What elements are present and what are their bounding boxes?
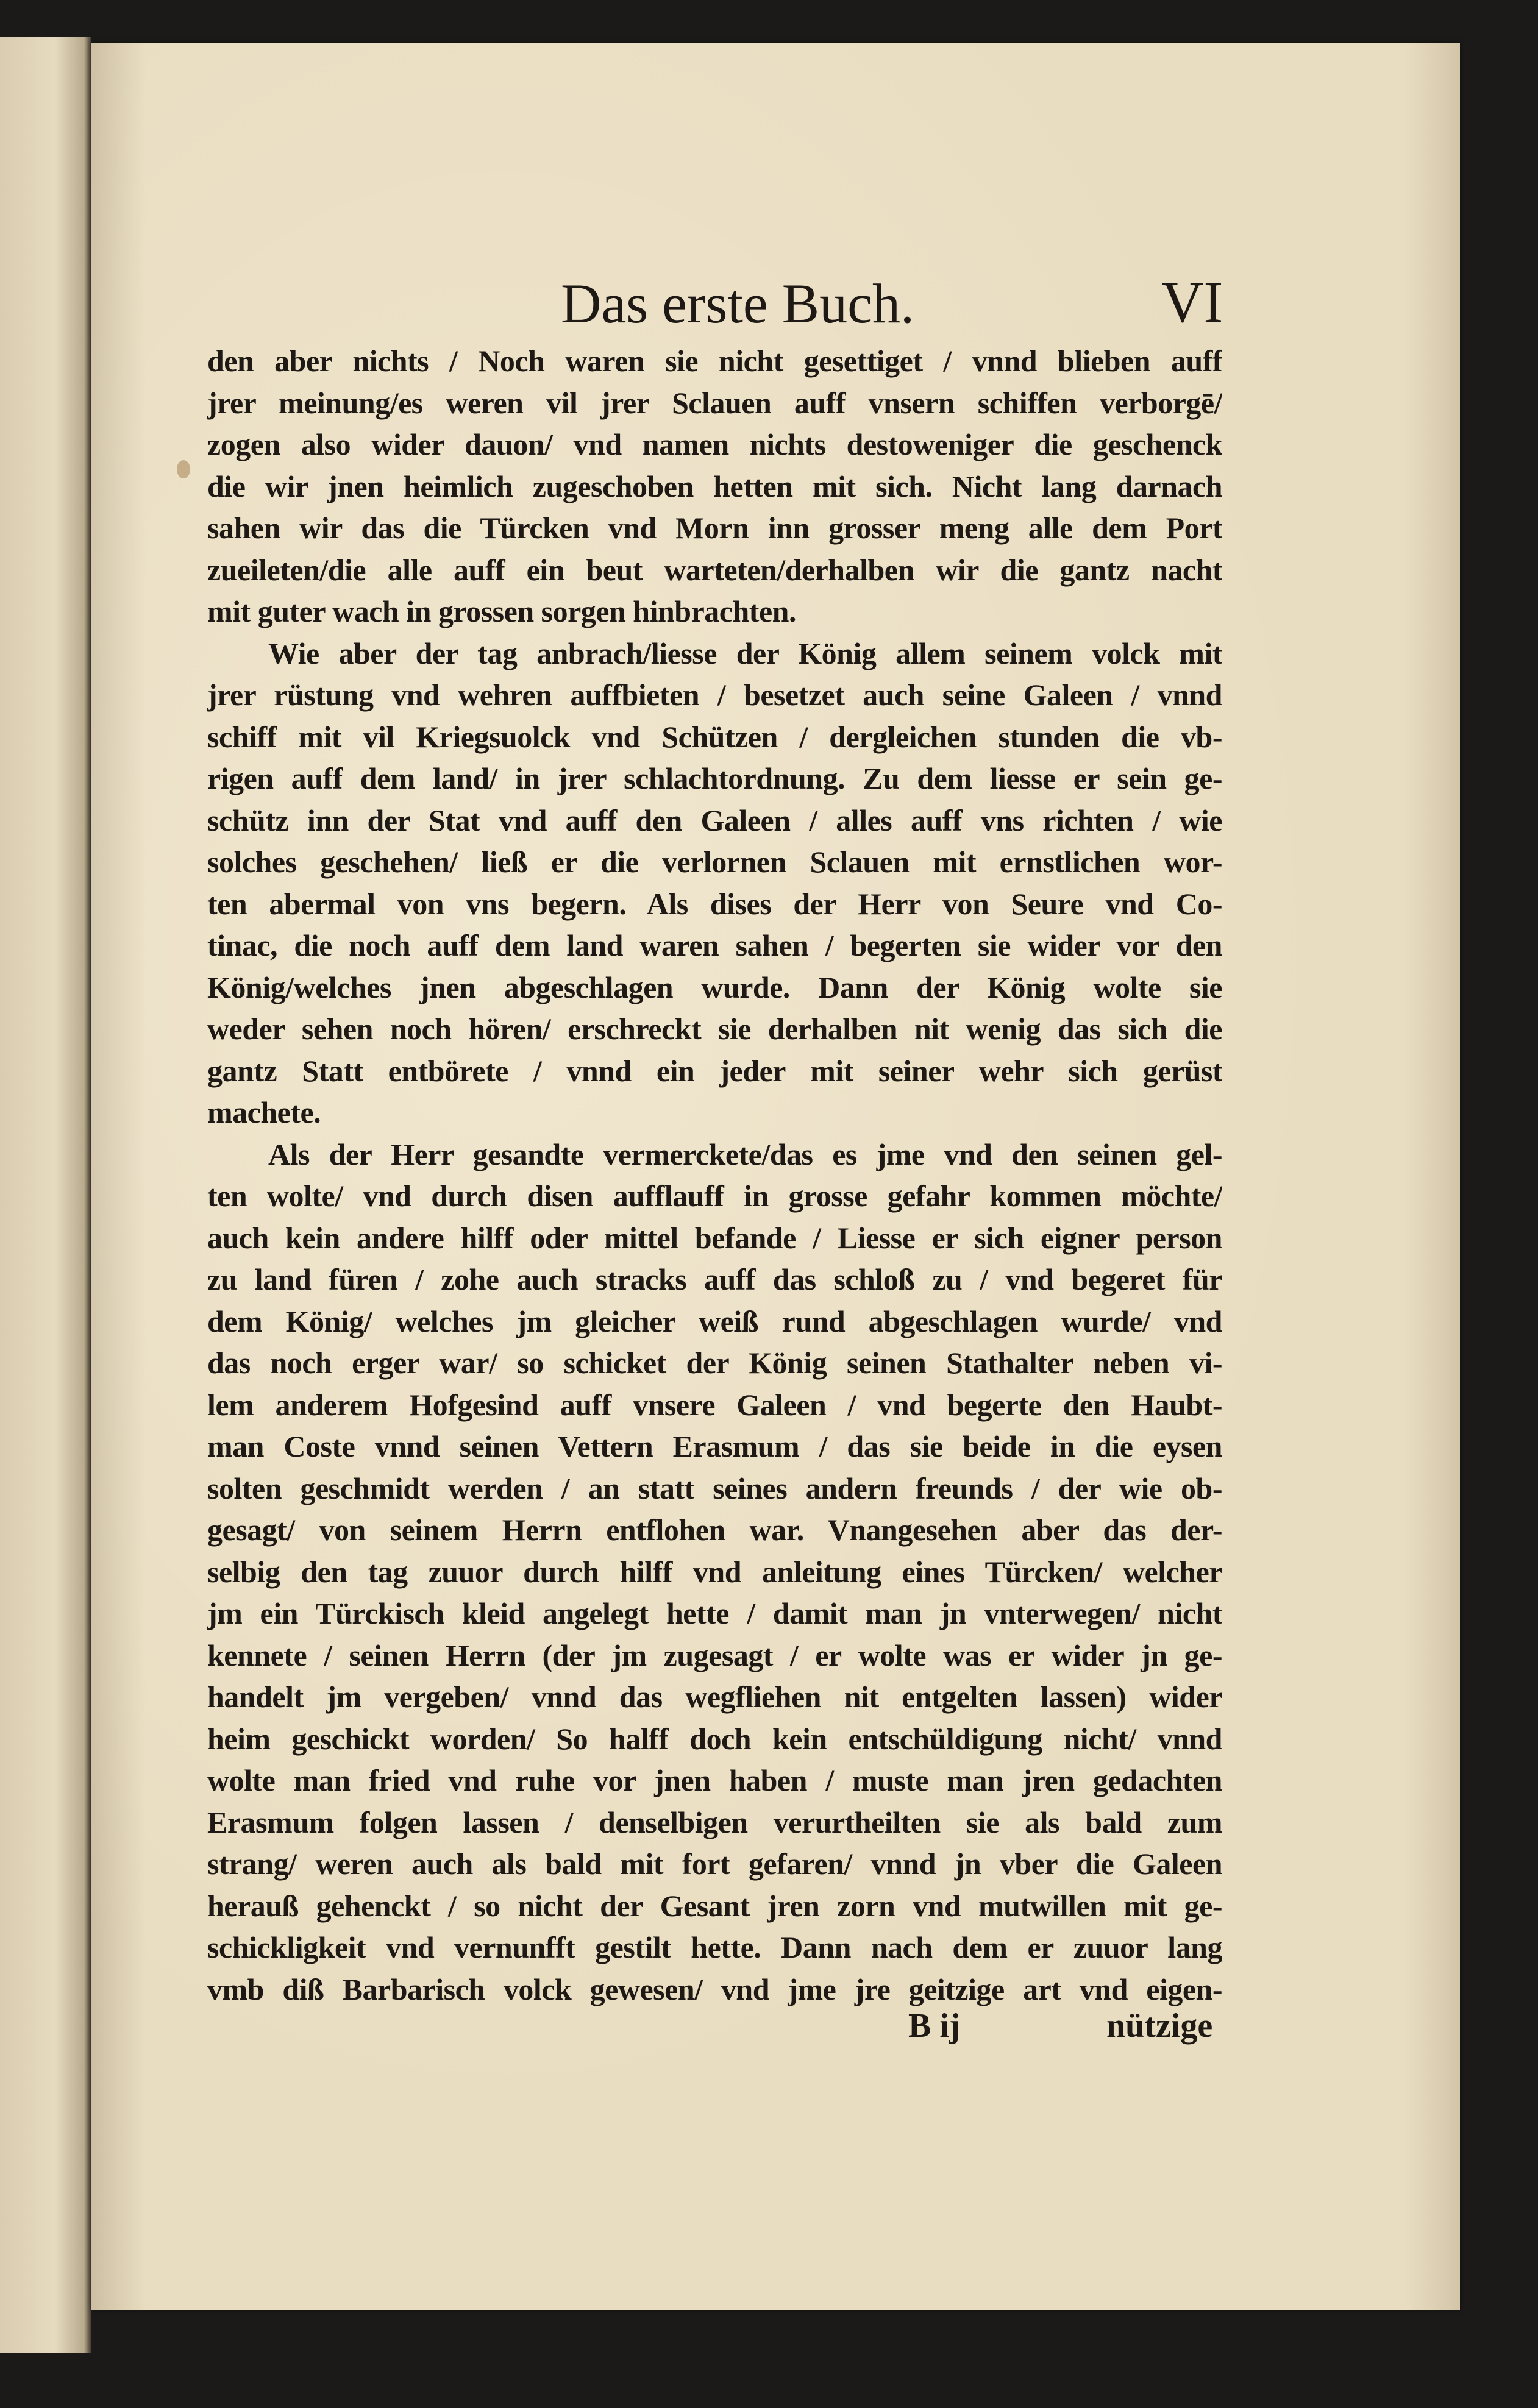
text-line: gesagt/ von seinem Herrn entflohen war. Vnangesehen aber das der- <box>207 1513 1222 1547</box>
text-line: lem anderem Hofgesind auff vnsere Galeen / vnd begerte den Haubt- <box>207 1387 1222 1422</box>
text-line: weder sehen noch hören/ erschreckt sie derhalben nit wenig das sich die <box>207 1012 1222 1046</box>
text-line: die wir jnen heimlich zugeschoben hetten mit sich. Nicht lang darnach <box>207 469 1222 503</box>
text-line: kennete / seinen Herrn (der jm zugesagt / er wolte was er wider jn ge- <box>207 1638 1222 1672</box>
text-line: wolte man fried vnd ruhe vor jnen haben / muste man jren gedachten <box>207 1763 1222 1797</box>
text-line: man Coste vnnd seinen Vettern Erasmum / das sie beide in die eysen <box>207 1429 1222 1463</box>
text-line: den aber nichts / Noch waren sie nicht gesettiget / vnnd blieben auff <box>207 344 1222 378</box>
text-line: auch kein andere hilff oder mittel befande / Liesse er sich eigner person <box>207 1220 1222 1255</box>
text-line: Erasmum folgen lassen / denselbigen verurtheilten sie als bald zum <box>207 1805 1222 1839</box>
text-line: handelt jm vergeben/ vnnd das wegfliehen nit entgelten lassen) wider <box>207 1680 1222 1714</box>
text-line: rigen auff dem land/ in jrer schlachtordnung. Zu dem liesse er sein ge- <box>207 761 1222 795</box>
body-text <box>207 340 1222 2010</box>
text-line: schütz inn der Stat vnd auff den Galeen / alles auff vns richten / wie <box>207 803 1222 837</box>
text-line: ten abermal von vns begern. Als dises der Herr von Seure vnd Co- <box>207 886 1222 921</box>
text-line: jm ein Türckisch kleid angelegt hette / damit man jn vnterwegen/ nicht <box>207 1596 1222 1630</box>
text-line: zu land füren / zohe auch stracks auff das schloß zu / vnd begeret für <box>207 1262 1222 1296</box>
text-line: heim geschickt worden/ So halff doch kein entschüldigung nicht/ vnnd <box>207 1721 1222 1756</box>
text-line: solten geschmidt werden / an statt seines andern freunds / der wie ob- <box>207 1471 1222 1505</box>
folio-number: VI <box>1161 269 1223 335</box>
text-line: König/welches jnen abgeschlagen wurde. Dann der König wolte sie <box>207 970 1222 1004</box>
text-line: ten wolte/ vnd durch disen aufflauff in grosse gefahr kommen möchte/ <box>207 1179 1222 1213</box>
text-line: gantz Statt entbörete / vnnd ein jeder mit seiner wehr sich gerüst <box>207 1053 1222 1088</box>
text-line: vmb diß Barbarisch volck gewesen/ vnd jme jre geitzige art vnd eigen- <box>207 1972 1222 2006</box>
text-line: mit guter wach in grossen sorgen hinbrachten. <box>207 594 796 628</box>
signature-mark: B ij <box>908 2007 961 2045</box>
text-line: dem König/ welches jm gleicher weiß rund abgeschlagen wurde/ vnd <box>207 1304 1222 1338</box>
text-line: jrer rüstung vnd wehren auffbieten / besetzet auch seine Galeen / vnnd <box>207 678 1222 712</box>
text-line: selbig den tag zuuor durch hilff vnd anleitung eines Türcken/ welcher <box>207 1554 1222 1589</box>
stain-mark <box>177 460 190 478</box>
facing-page-edge <box>0 37 91 2353</box>
text-line: zogen also wider dauon/ vnd namen nichts destoweniger die geschenck <box>207 427 1222 461</box>
text-line: Wie aber der tag anbrach/liesse der König allem seinem volck mit <box>268 636 1222 670</box>
text-line: jrer meinung/es weren vil jrer Sclauen auff vnsern schiffen verborgē/ <box>207 385 1222 420</box>
text-line: tinac, die noch auff dem land waren sahen / begerten sie wider vor den <box>207 928 1222 962</box>
catchword: nützige <box>1106 2007 1213 2045</box>
running-title: Das erste Buch. <box>561 272 914 335</box>
text-line: das noch erger war/ so schicket der König seinen Stathalter neben vi- <box>207 1346 1222 1380</box>
text-line: herauß gehenckt / so nicht der Gesant jren zorn vnd mutwillen mit ge- <box>207 1888 1222 1923</box>
text-line: schiff mit vil Kriegsuolck vnd Schützen / dergleichen stunden die vb- <box>207 719 1222 754</box>
text-line: Als der Herr gesandte vermerckete/das es jme vnd den seinen gel- <box>268 1137 1222 1171</box>
text-line: zueileten/die alle auff ein beut warteten/derhalben wir die gantz nacht <box>207 552 1222 587</box>
text-line: schickligkeit vnd vernunfft gestilt hette. Dann nach dem er zuuor lang <box>207 1930 1222 1964</box>
text-line: solches geschehen/ ließ er die verlornen Sclauen mit ernstlichen wor- <box>207 845 1222 879</box>
text-line: machete. <box>207 1095 321 1129</box>
text-line: sahen wir das die Türcken vnd Morn inn grosser meng alle dem Port <box>207 511 1222 545</box>
text-line: strang/ weren auch als bald mit fort gefaren/ vnnd jn vber die Galeen <box>207 1847 1222 1881</box>
